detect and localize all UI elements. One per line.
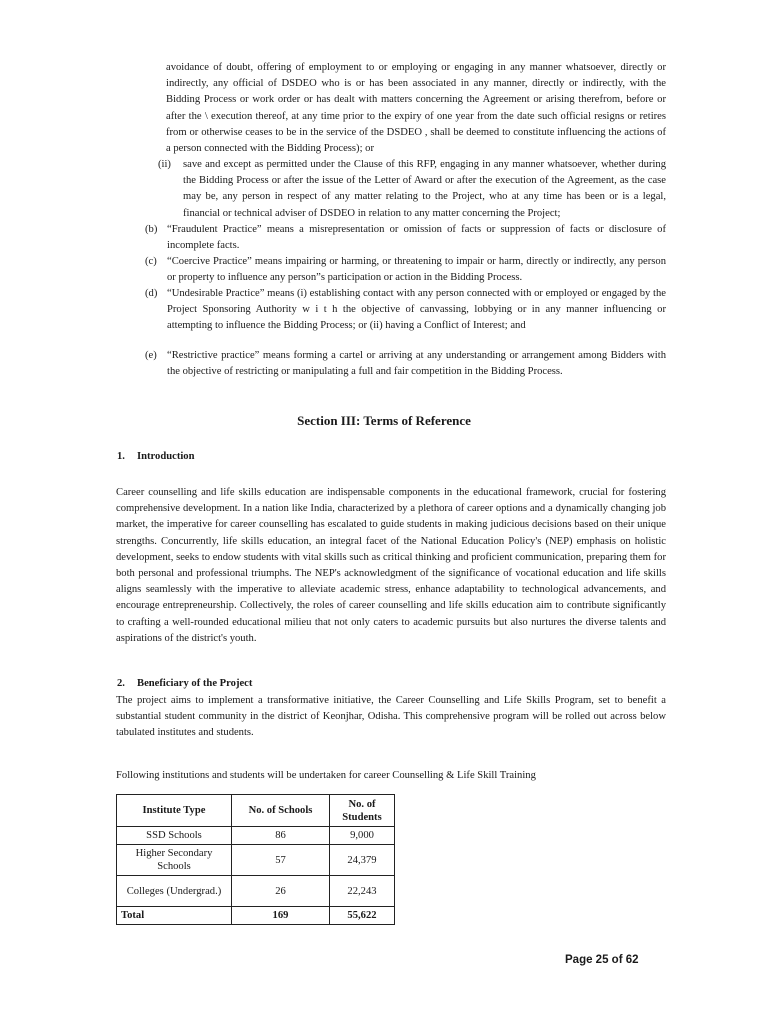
table-row (117, 827, 395, 845)
beneficiary-paragraph: The project aims to implement a transformative initiative, the Career Counselling and Life Skills Program, set to benefit a substantial student community in the district of Keonjhar, Odisha. This comprehensive program will be rolled out across below tabulated institutes and students. (116, 695, 666, 739)
clause-marker: (c) (145, 256, 157, 267)
intro-paragraph: Career counselling and life skills education are indispensable components in the educational framework, crucial for fostering comprehensive development. In a nation like India, characterized by a plethora of career options and a dynamically changing job market, the imperative for career counselling has escalated to guide students in making judicious decisions based on their unique strengths. Concurrently, life skills education, an integral facet of the National Education Policy's (NEP) emphasis on holistic development, seeks to endow students with vital skills such as critical thinking and proficient communication, preparing them for both personal and professional triumphs. The NEP's acknowledgment of the significance of vocational education and life skills aligns seamlessly with the imperative to alleviate academic stress, enhance adaptability to technological advancements, and encourage entrepreneurship. Collectively, the roles of career counselling and life skills education aim to contribute significantly to crafting a well-rounded educational milieu that not only caters to academic pursuits but also nurtures the diverse talents and aspirations of the district's youth. (116, 487, 666, 644)
clause-text: save and except as permitted under the Clause of this RFP, engaging in any manner whatsoever, whether during the Bidding Process or after the issue of the Letter of Award or after the execution of the Agreement, as the case may be, any person in respect of any matter relating to the Project, who at any time has been or is a legal, financial or technical adviser of DSDEO in relation to any matter concerning the Project; (183, 159, 666, 219)
cell-students: 24,379 (330, 845, 395, 876)
clause-e (145, 348, 666, 380)
heading-text: Beneficiary of the Project (137, 678, 253, 689)
table-row (117, 876, 395, 907)
clause-b (145, 222, 666, 254)
clause-text: “Fraudulent Practice” means a misrepresentation or omission of facts or suppression of facts or disclosure of incomplete facts. (167, 224, 666, 252)
cell-students: 22,243 (330, 876, 395, 907)
cell-schools: 26 (232, 876, 330, 907)
clause-marker: (d) (145, 288, 158, 299)
clause-text: “Coercive Practice” means impairing or harming, or threatening to impair or harm, directly or indirectly, any person or property to influence any person”s participation or action in the Bidding Process. (167, 256, 666, 284)
clause-d (145, 286, 666, 335)
cell-institute-type: Higher Secondary Schools (117, 845, 232, 876)
table-intro: Following institutions and students will be undertaken for career Counselling & Life Skill Training (116, 770, 536, 781)
intro-heading (117, 451, 195, 462)
heading-text: Introduction (137, 451, 195, 462)
cell-students: 9,000 (330, 827, 395, 845)
heading-number: 2. (117, 678, 125, 689)
continuation-paragraph: avoidance of doubt, offering of employment to or employing or engaging in any manner whatsoever, directly or indirectly, any official of DSDEO who is or has been associated in any manner, directly or indirectly, with the Bidding Process or work order or has dealt with matters concerning the Agreement or arising therefrom, before or after the \ execution thereof, at any time prior to the expiry of one year from the date such official resigns or retires from or otherwise ceases to be in the service of the DSDEO , shall be deemed to constitute influencing the actions of a person connected with the Bidding Process); or (166, 62, 666, 155)
cell-schools: 86 (232, 827, 330, 845)
clause-text: “Undesirable Practice” means (i) establishing contact with any person connected with or employed or engaged by the Project Sponsoring Authority w i t h the objective of canvassing, lobbying or in any manner influencing or attempting to influence the Bidding Process; or (ii) having a Conflict of Interest; and (167, 288, 666, 332)
table-row (117, 845, 395, 876)
cell-total-students: 55,622 (330, 907, 395, 925)
clause-c (145, 254, 666, 286)
cell-schools: 57 (232, 845, 330, 876)
header-no-of-students: No. of Students (330, 795, 395, 827)
cell-institute-type: Colleges (Undergrad.) (117, 876, 232, 907)
cell-total-label: Total (117, 907, 232, 925)
clause-marker: (b) (145, 224, 158, 235)
header-institute-type: Institute Type (117, 795, 232, 827)
clause-marker: (e) (145, 350, 157, 361)
clause-text: “Restrictive practice” means forming a cartel or arriving at any understanding or arrangement among Bidders with the objective of restricting or manipulating a full and fair competition in the Bidding Process. (167, 350, 666, 378)
cell-institute-type: SSD Schools (117, 827, 232, 845)
table-header-row (117, 795, 395, 827)
table-total-row (117, 907, 395, 925)
page-number: Page 25 of 62 (565, 954, 639, 966)
section-title: Section III: Terms of Reference (297, 413, 471, 428)
institutions-table (116, 794, 395, 925)
clause-ii (158, 157, 666, 222)
clause-marker: (ii) (158, 159, 171, 170)
header-no-of-schools: No. of Schools (232, 795, 330, 827)
cell-total-schools: 169 (232, 907, 330, 925)
beneficiary-heading (117, 678, 252, 689)
heading-number: 1. (117, 451, 125, 462)
